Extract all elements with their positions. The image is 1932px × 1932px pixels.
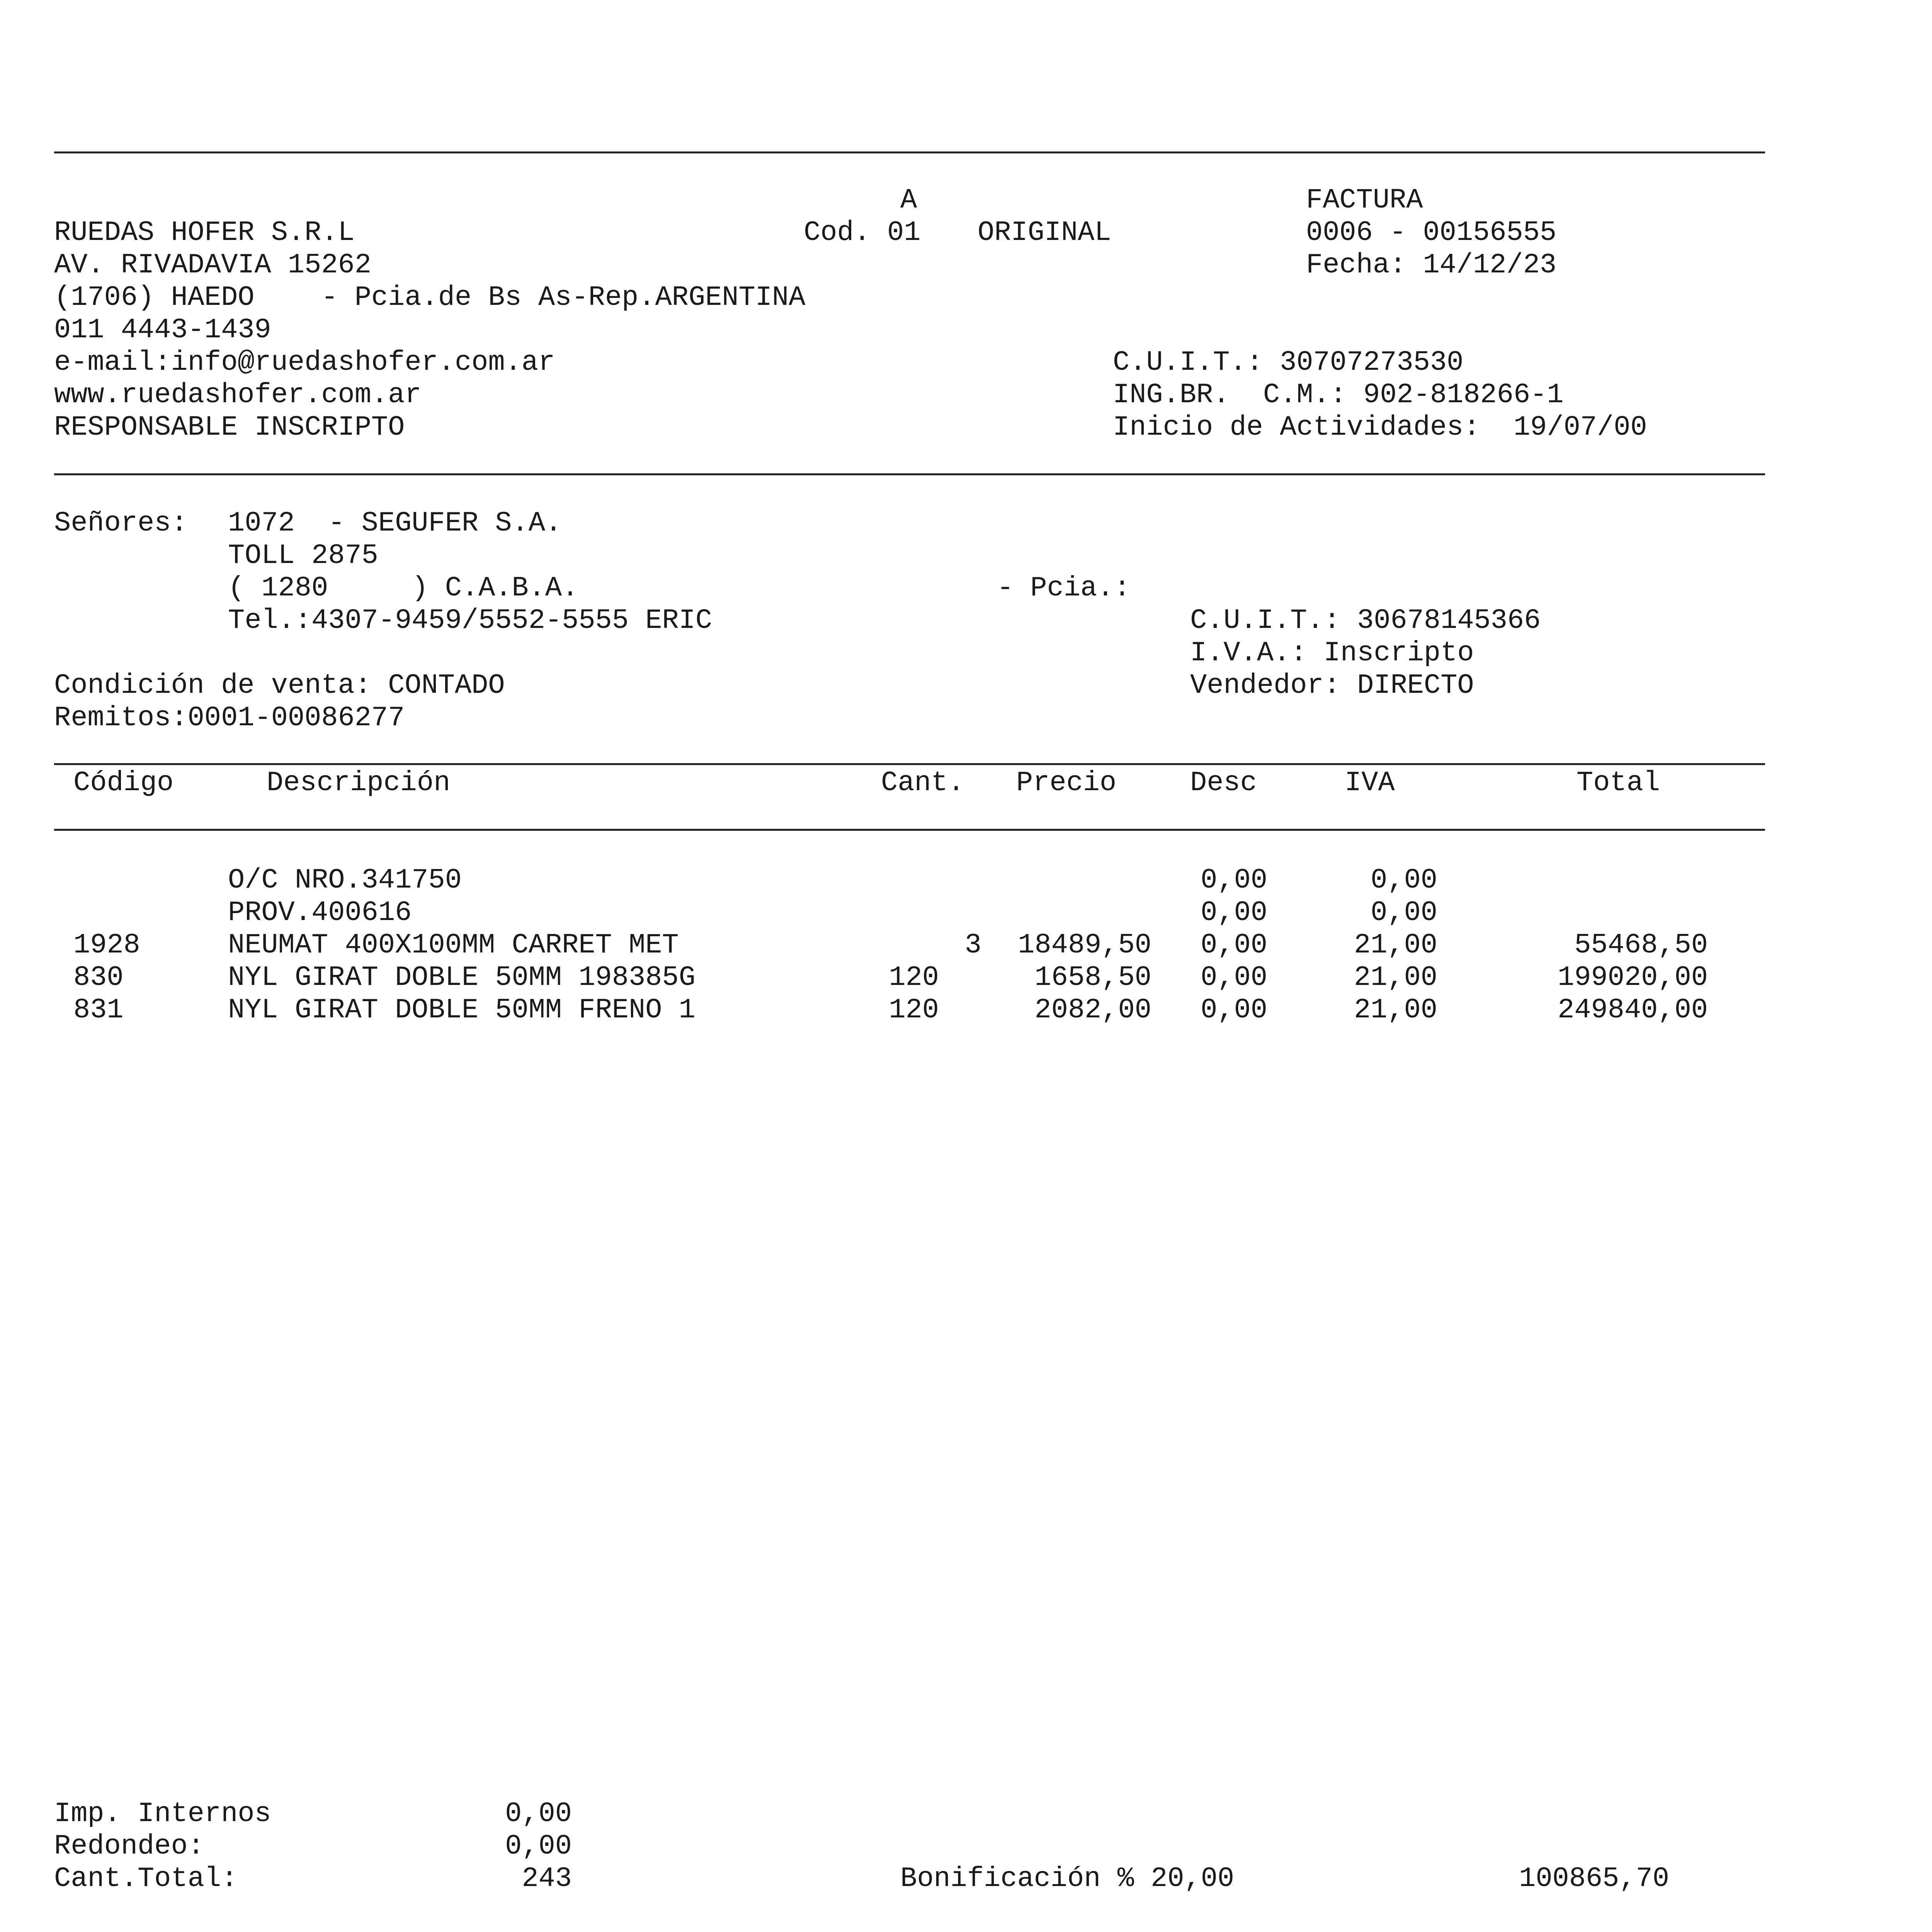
row-iva: 21,00 [1354,929,1437,961]
header-desc: Desc [1190,767,1257,799]
company-ingbr: ING.BR. C.M.: 902-818266-1 [1113,379,1564,411]
redondeo-label: Redondeo: [54,1830,204,1862]
row-iva: 21,00 [1354,994,1437,1026]
invoice-copy: ORIGINAL [978,217,1111,248]
row-codigo: 830 [73,962,124,993]
customer-name: 1072 - SEGUFER S.A. [228,507,562,539]
bonificacion-label: Bonificación % 20,00 [900,1863,1235,1895]
header-bottom-rule [54,473,1765,475]
customer-remitos: Remitos:0001-00086277 [54,702,405,734]
customer-tel: Tel.:4307-9459/5552-5555 ERIC [228,605,713,636]
row-iva: 0,00 [1371,864,1437,896]
row-descripcion: NYL GIRAT DOBLE 50MM 198385G [228,962,696,993]
table-top-rule [54,763,1765,765]
customer-condicion: Condición de venta: CONTADO [54,670,505,701]
row-desc: 0,00 [1201,929,1267,961]
cant-total-label: Cant.Total: [54,1863,238,1895]
header-iva: IVA [1345,767,1395,799]
header-total: Total [1577,767,1660,799]
bonificacion-value: 100865,70 [1519,1863,1669,1895]
row-total: 199020,00 [1558,962,1708,993]
company-city: (1706) HAEDO - Pcia.de Bs As-Rep.ARGENTINA [54,282,806,313]
header-cant: Cant. [881,767,965,799]
company-address: AV. RIVADAVIA 15262 [54,249,371,281]
imp-internos-label: Imp. Internos [54,1798,271,1830]
customer-senores-label: Señores: [54,507,188,539]
invoice-date: Fecha: 14/12/23 [1306,249,1557,281]
header-codigo: Código [73,767,174,799]
invoice-cod: Cod. 01 [804,217,921,248]
row-iva: 21,00 [1354,962,1437,993]
top-rule [54,151,1765,153]
invoice-letter: A [900,184,917,216]
header-precio: Precio [1016,767,1117,799]
row-desc: 0,00 [1201,994,1267,1026]
row-iva: 0,00 [1371,897,1437,929]
row-precio: 2082,00 [1034,994,1151,1026]
company-phone: 011 4443-1439 [54,314,271,346]
row-cant: 120 [889,994,939,1026]
table-header-bottom-rule [54,829,1765,831]
customer-cuit: C.U.I.T.: 30678145366 [1190,605,1541,636]
customer-city: ( 1280 ) C.A.B.A. [228,572,579,604]
redondeo-value: 0,00 [505,1830,572,1862]
invoice-type: FACTURA [1306,184,1423,216]
row-total: 55468,50 [1574,929,1708,961]
row-desc: 0,00 [1201,962,1267,993]
row-descripcion: NEUMAT 400X100MM CARRET MET [228,929,679,961]
header-descripcion: Descripción [267,767,451,799]
row-desc: 0,00 [1201,897,1267,929]
row-cant: 120 [889,962,939,993]
row-codigo: 831 [73,994,124,1026]
company-cuit: C.U.I.T.: 30707273530 [1113,347,1464,378]
row-descripcion: PROV.400616 [228,897,412,929]
customer-street: TOLL 2875 [228,540,378,571]
imp-internos-value: 0,00 [505,1798,572,1830]
customer-iva: I.V.A.: Inscripto [1190,637,1474,669]
row-descripcion: NYL GIRAT DOBLE 50MM FRENO 1 [228,994,696,1026]
customer-vendedor: Vendedor: DIRECTO [1190,670,1474,701]
row-desc: 0,00 [1201,864,1267,896]
invoice-number: 0006 - 00156555 [1306,217,1557,248]
customer-pcia: - Pcia.: [997,572,1131,604]
company-inicio: Inicio de Actividades: 19/07/00 [1113,412,1647,443]
row-descripcion: O/C NRO.341750 [228,864,462,896]
company-web: www.ruedashofer.com.ar [54,379,422,411]
company-name: RUEDAS HOFER S.R.L [54,217,355,248]
row-total: 249840,00 [1558,994,1708,1026]
company-tax-status: RESPONSABLE INSCRIPTO [54,412,405,443]
row-codigo: 1928 [73,929,140,961]
row-cant: 3 [964,929,981,961]
row-precio: 1658,50 [1034,962,1151,993]
row-precio: 18489,50 [1018,929,1151,961]
cant-total-value: 243 [522,1863,572,1895]
company-email: e-mail:info@ruedashofer.com.ar [54,347,555,378]
